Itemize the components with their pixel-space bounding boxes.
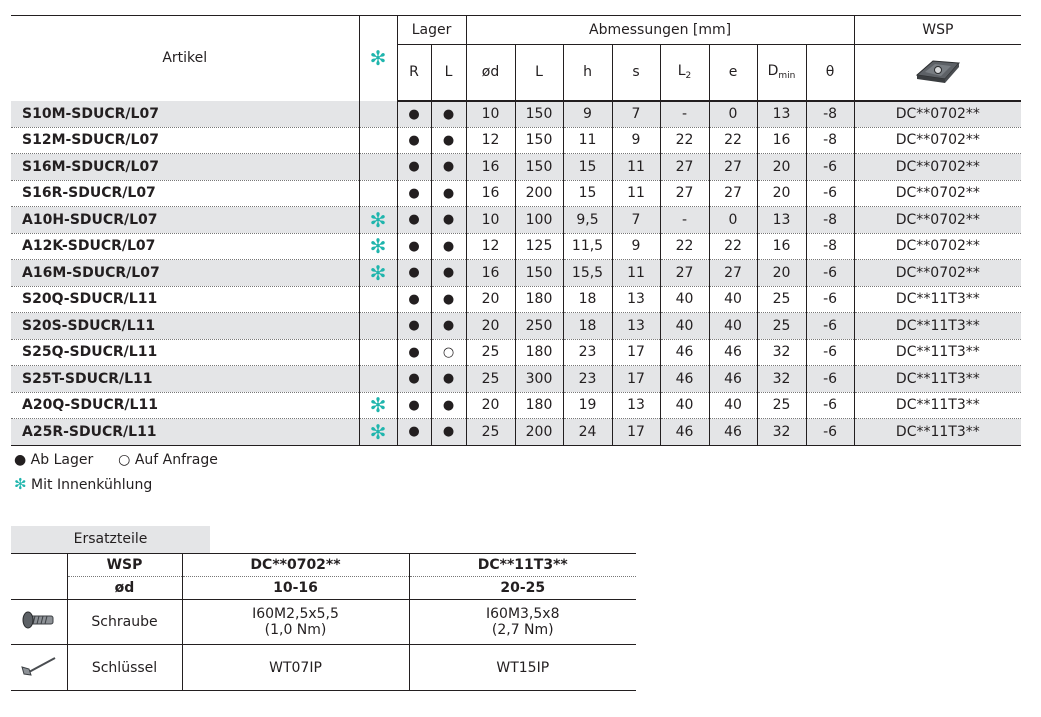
l2-value: 40: [660, 392, 709, 419]
stock-r: ●: [397, 366, 431, 393]
header-s: s: [612, 45, 660, 101]
spare-od-label: ød: [67, 577, 182, 600]
spare-col2-wsp: DC**11T3**: [409, 554, 636, 577]
coolant-icon: ✻: [359, 419, 397, 446]
dmin-value: 32: [757, 366, 806, 393]
insert-type: DC**11T3**: [854, 366, 1021, 393]
article-number: S10M-SDUCR/L07: [11, 101, 359, 128]
spare-col1-wsp: DC**0702**: [182, 554, 409, 577]
coolant-icon: [359, 313, 397, 340]
screw-icon: [21, 608, 57, 632]
article-number: S25Q-SDUCR/L11: [11, 339, 359, 366]
theta-value: -6: [806, 260, 854, 287]
insert-type: DC**11T3**: [854, 339, 1021, 366]
diameter: 20: [466, 392, 515, 419]
table-row: [11, 366, 1021, 393]
article-number: S12M-SDUCR/L07: [11, 127, 359, 154]
stock-r: ●: [397, 313, 431, 340]
coolant-icon: [359, 339, 397, 366]
article-number: A25R-SDUCR/L11: [11, 419, 359, 446]
l2-value: 27: [660, 260, 709, 287]
dmin-value: 20: [757, 180, 806, 207]
theta-value: -8: [806, 233, 854, 260]
length: 100: [515, 207, 563, 234]
article-number: A16M-SDUCR/L07: [11, 260, 359, 287]
header-length: L: [515, 45, 563, 101]
stock-r: ●: [397, 392, 431, 419]
article-number: S25T-SDUCR/L11: [11, 366, 359, 393]
legend-coolant: [14, 477, 152, 493]
header-theta: θ: [806, 45, 854, 101]
e-value: 27: [709, 260, 757, 287]
header-artikel: Artikel: [162, 50, 208, 67]
stock-r: ●: [397, 260, 431, 287]
l2-value: 22: [660, 127, 709, 154]
height: 18: [563, 286, 612, 313]
stock-l: ●: [431, 233, 466, 260]
insert-type: DC**11T3**: [854, 392, 1021, 419]
table-row: [11, 419, 1021, 446]
stock-r: ●: [397, 339, 431, 366]
s-value: 7: [612, 101, 660, 128]
l2-value: 27: [660, 180, 709, 207]
theta-value: -6: [806, 339, 854, 366]
length: 150: [515, 260, 563, 287]
coolant-icon: ✻: [359, 392, 397, 419]
height: 11,5: [563, 233, 612, 260]
theta-value: -6: [806, 286, 854, 313]
spare-parts-table: [11, 553, 636, 691]
s-value: 13: [612, 392, 660, 419]
s-value: 17: [612, 419, 660, 446]
header-abmessungen: Abmessungen [mm]: [466, 16, 854, 45]
stock-r: ●: [397, 207, 431, 234]
insert-type: DC**0702**: [854, 101, 1021, 128]
insert-type: DC**0702**: [854, 233, 1021, 260]
height: 11: [563, 127, 612, 154]
s-value: 13: [612, 286, 660, 313]
l2-value: 46: [660, 339, 709, 366]
dmin-value: 32: [757, 339, 806, 366]
stock-l: ●: [431, 419, 466, 446]
header-wsp: WSP: [854, 16, 1021, 45]
dmin-value: 32: [757, 419, 806, 446]
height: 23: [563, 339, 612, 366]
s-value: 11: [612, 154, 660, 181]
height: 9,5: [563, 207, 612, 234]
height: 19: [563, 392, 612, 419]
diameter: 16: [466, 180, 515, 207]
diameter: 20: [466, 313, 515, 340]
height: 18: [563, 313, 612, 340]
coolant-icon: [359, 154, 397, 181]
diameter: 25: [466, 339, 515, 366]
spare-schraube-label: Schraube: [67, 600, 182, 645]
s-value: 13: [612, 313, 660, 340]
product-table: [11, 15, 1021, 446]
s-value: 9: [612, 233, 660, 260]
length: 150: [515, 154, 563, 181]
stock-l: ●: [431, 207, 466, 234]
table-row: [11, 154, 1021, 181]
s-value: 11: [612, 260, 660, 287]
header-lager: Lager: [397, 16, 466, 45]
theta-value: -6: [806, 154, 854, 181]
insert-type: DC**0702**: [854, 127, 1021, 154]
e-value: 27: [709, 154, 757, 181]
theta-value: -6: [806, 180, 854, 207]
diameter: 25: [466, 419, 515, 446]
stock-l: ●: [431, 127, 466, 154]
header-l: L: [431, 45, 466, 101]
legend-stock: [14, 452, 218, 468]
indexable-insert-icon: [913, 55, 963, 85]
theta-value: -8: [806, 101, 854, 128]
s-value: 11: [612, 180, 660, 207]
length: 200: [515, 419, 563, 446]
l2-value: 27: [660, 154, 709, 181]
coolant-icon: [359, 180, 397, 207]
stock-r: ●: [397, 180, 431, 207]
table-row: [11, 260, 1021, 287]
length: 250: [515, 313, 563, 340]
s-value: 17: [612, 339, 660, 366]
legend-innenkuehlung: Mit Innenkühlung: [31, 477, 153, 493]
table-row: [11, 207, 1021, 234]
dmin-value: 25: [757, 313, 806, 340]
stock-l: ●: [431, 101, 466, 128]
length: 125: [515, 233, 563, 260]
theta-value: -6: [806, 313, 854, 340]
length: 200: [515, 180, 563, 207]
table-row: [11, 127, 1021, 154]
stock-l: ●: [431, 286, 466, 313]
e-value: 40: [709, 392, 757, 419]
diameter: 12: [466, 127, 515, 154]
l2-value: 46: [660, 366, 709, 393]
l2-value: 22: [660, 233, 709, 260]
article-number: S16R-SDUCR/L07: [11, 180, 359, 207]
dmin-value: 16: [757, 127, 806, 154]
legend-dot-filled: ●: [14, 452, 27, 468]
e-value: 40: [709, 286, 757, 313]
diameter: 16: [466, 260, 515, 287]
table-row: [11, 286, 1021, 313]
dmin-value: 13: [757, 101, 806, 128]
insert-type: DC**0702**: [854, 260, 1021, 287]
length: 150: [515, 101, 563, 128]
header-dmin: $D_{min}$: [757, 45, 806, 101]
insert-type: DC**11T3**: [854, 419, 1021, 446]
stock-r: ●: [397, 286, 431, 313]
dmin-value: 20: [757, 154, 806, 181]
l2-value: 40: [660, 313, 709, 340]
stock-r: ●: [397, 127, 431, 154]
height: 9: [563, 101, 612, 128]
article-number: A10H-SDUCR/L07: [11, 207, 359, 234]
diameter: 16: [466, 154, 515, 181]
dmin-value: 25: [757, 392, 806, 419]
s-value: 7: [612, 207, 660, 234]
l2-value: -: [660, 101, 709, 128]
insert-type: DC**11T3**: [854, 313, 1021, 340]
height: 15: [563, 180, 612, 207]
table-row: [11, 339, 1021, 366]
e-value: 27: [709, 180, 757, 207]
l2-value: 40: [660, 286, 709, 313]
theta-value: -8: [806, 127, 854, 154]
coolant-icon: [359, 366, 397, 393]
coolant-icon: [359, 127, 397, 154]
header-r: R: [397, 45, 431, 101]
diameter: 20: [466, 286, 515, 313]
torx-key-icon: [19, 653, 59, 679]
header-od: ød: [466, 45, 515, 101]
dmin-value: 20: [757, 260, 806, 287]
stock-l: ○: [431, 339, 466, 366]
insert-type: DC**11T3**: [854, 286, 1021, 313]
dmin-value: 25: [757, 286, 806, 313]
e-value: 46: [709, 339, 757, 366]
dmin-value: 16: [757, 233, 806, 260]
header-e: e: [709, 45, 757, 101]
spare-col2-schraube: I60M3,5x8 (2,7 Nm): [409, 600, 636, 645]
coolant-icon: ✻: [359, 233, 397, 260]
stock-r: ●: [397, 154, 431, 181]
stock-l: ●: [431, 260, 466, 287]
legend-auf-anfrage: Auf Anfrage: [134, 452, 218, 468]
spare-col1-schraube: I60M2,5x5,5 (1,0 Nm): [182, 600, 409, 645]
height: 23: [563, 366, 612, 393]
e-value: 22: [709, 127, 757, 154]
theta-value: -6: [806, 366, 854, 393]
theta-value: -8: [806, 207, 854, 234]
diameter: 10: [466, 101, 515, 128]
table-row: [11, 392, 1021, 419]
article-number: S20Q-SDUCR/L11: [11, 286, 359, 313]
theta-value: -6: [806, 419, 854, 446]
diameter: 12: [466, 233, 515, 260]
stock-l: ●: [431, 180, 466, 207]
spare-col2-od: 20-25: [409, 577, 636, 600]
height: 15,5: [563, 260, 612, 287]
article-number: A12K-SDUCR/L07: [11, 233, 359, 260]
stock-l: ●: [431, 366, 466, 393]
header-l2: $L_2$: [660, 45, 709, 101]
coolant-icon: [359, 286, 397, 313]
article-number: A20Q-SDUCR/L11: [11, 392, 359, 419]
s-value: 9: [612, 127, 660, 154]
insert-type: DC**0702**: [854, 207, 1021, 234]
theta-value: -6: [806, 392, 854, 419]
table-row: [11, 180, 1021, 207]
stock-l: ●: [431, 392, 466, 419]
e-value: 0: [709, 101, 757, 128]
e-value: 46: [709, 366, 757, 393]
legend-dot-open: ○: [118, 452, 131, 468]
coolant-icon: [359, 101, 397, 128]
s-value: 17: [612, 366, 660, 393]
spare-wsp-label: WSP: [67, 554, 182, 577]
spare-parts-title: Ersatzteile: [11, 526, 210, 553]
table-row: [11, 101, 1021, 128]
l2-value: 46: [660, 419, 709, 446]
stock-r: ●: [397, 233, 431, 260]
insert-type: DC**0702**: [854, 180, 1021, 207]
coolant-icon: ✻: [369, 45, 387, 70]
table-row: [11, 233, 1021, 260]
height: 15: [563, 154, 612, 181]
spare-col1-schluessel: WT07IP: [182, 645, 409, 691]
article-number: S20S-SDUCR/L11: [11, 313, 359, 340]
e-value: 22: [709, 233, 757, 260]
coolant-icon: ✻: [359, 260, 397, 287]
e-value: 46: [709, 419, 757, 446]
insert-type: DC**0702**: [854, 154, 1021, 181]
diameter: 25: [466, 366, 515, 393]
length: 180: [515, 392, 563, 419]
stock-r: ●: [397, 419, 431, 446]
l2-value: -: [660, 207, 709, 234]
spare-col2-schluessel: WT15IP: [409, 645, 636, 691]
stock-r: ●: [397, 101, 431, 128]
diameter: 10: [466, 207, 515, 234]
length: 180: [515, 339, 563, 366]
stock-l: ●: [431, 154, 466, 181]
e-value: 0: [709, 207, 757, 234]
length: 300: [515, 366, 563, 393]
header-h: h: [563, 45, 612, 101]
spare-schluessel-label: Schlüssel: [67, 645, 182, 691]
legend-ab-lager: Ab Lager: [30, 452, 94, 468]
length: 150: [515, 127, 563, 154]
e-value: 40: [709, 313, 757, 340]
table-row: [11, 313, 1021, 340]
article-number: S16M-SDUCR/L07: [11, 154, 359, 181]
length: 180: [515, 286, 563, 313]
coolant-icon: ✻: [14, 475, 27, 493]
coolant-icon: ✻: [359, 207, 397, 234]
spare-col1-od: 10-16: [182, 577, 409, 600]
height: 24: [563, 419, 612, 446]
stock-l: ●: [431, 313, 466, 340]
dmin-value: 13: [757, 207, 806, 234]
